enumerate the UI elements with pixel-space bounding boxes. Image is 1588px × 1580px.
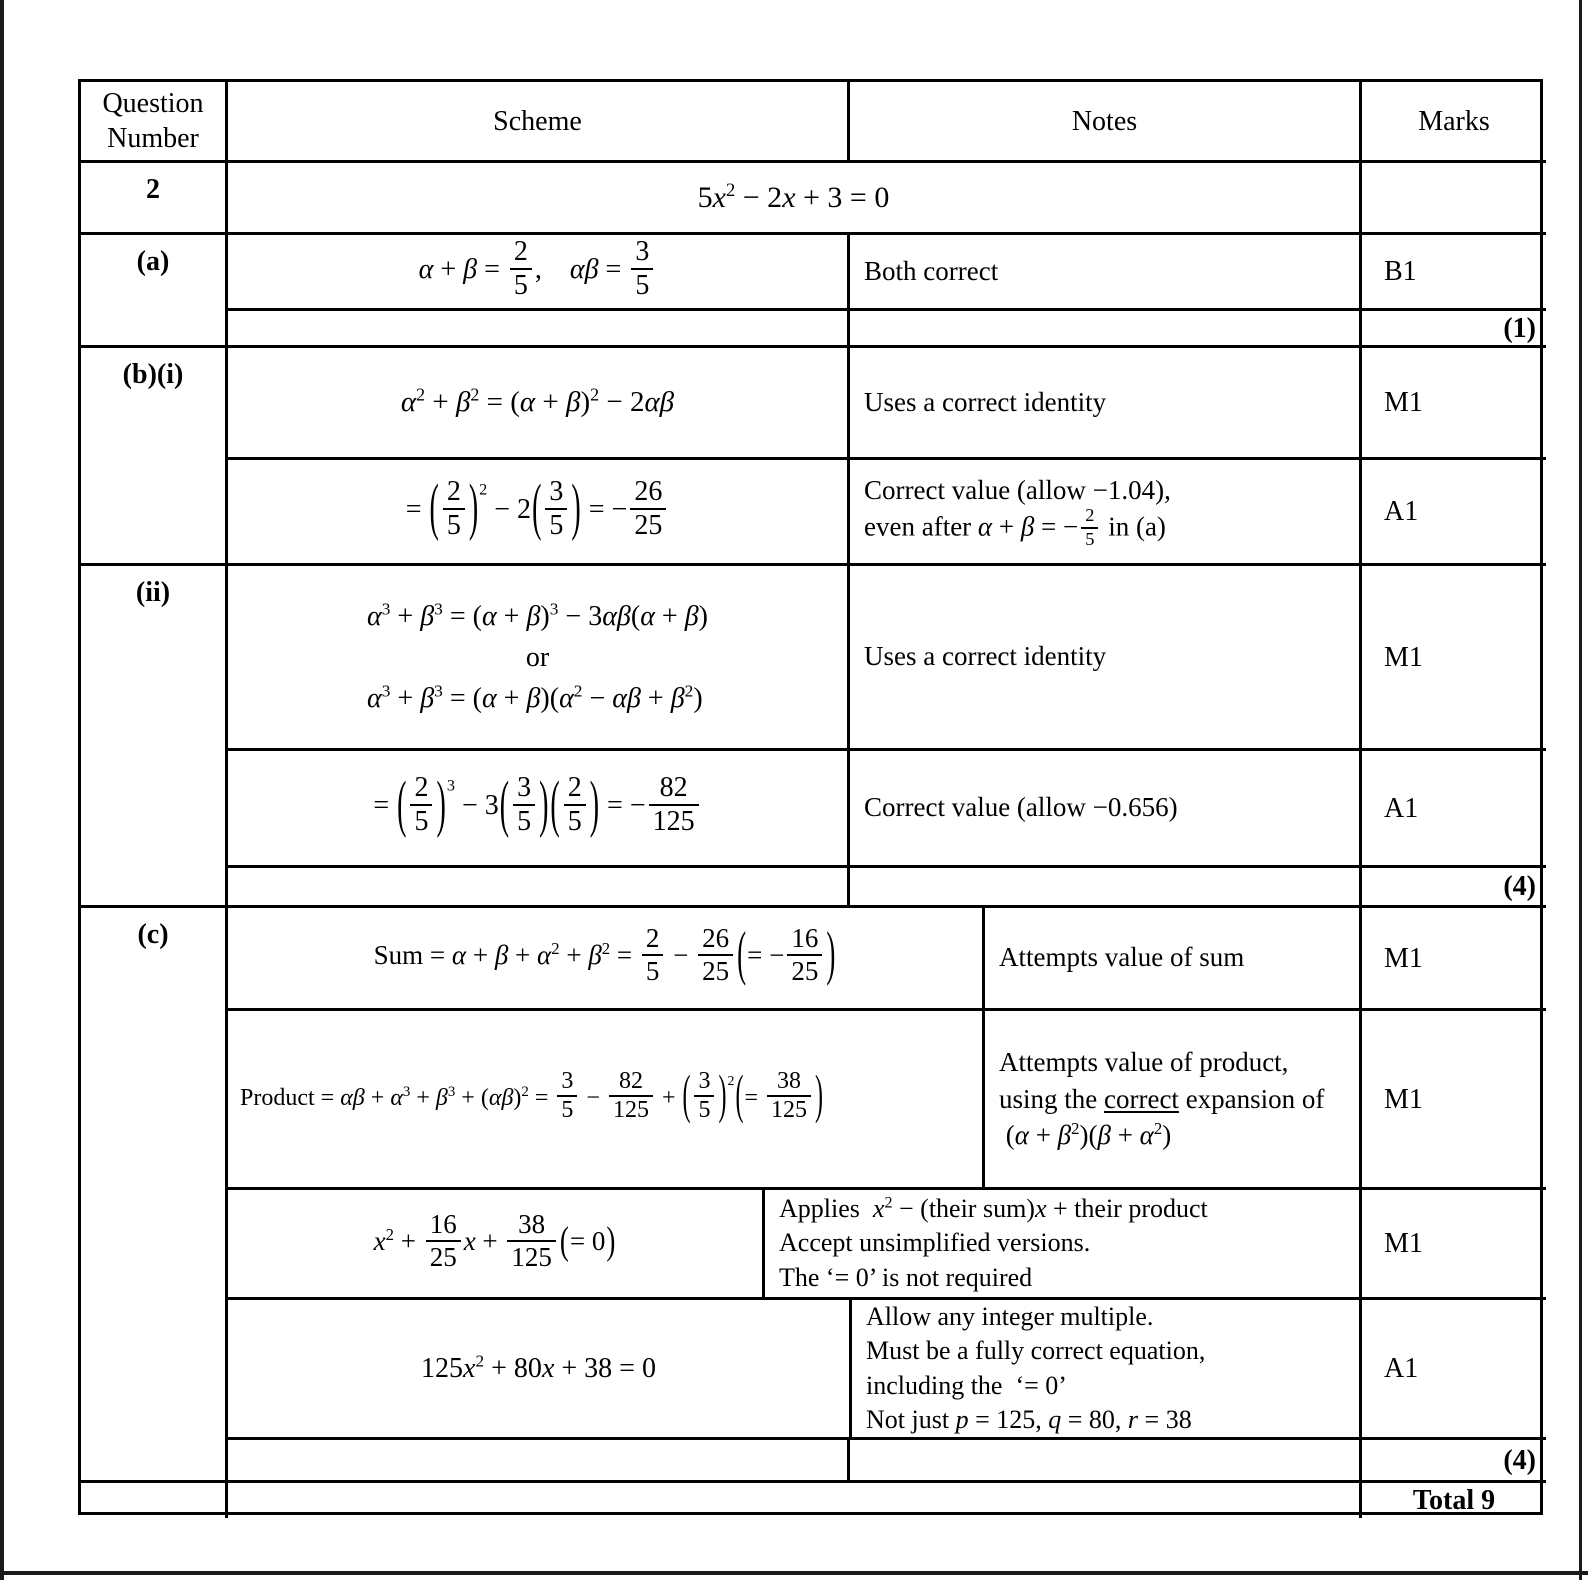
part-ii-m1-marks-cell xyxy=(1362,566,1546,751)
part-c-product-equation: Product = $\alpha\beta + \alpha^3 + \beta^3 + (\alpha\beta)^2$ = $\frac{3}{5}$ − $\frac{82}{125}$ + ( $\frac{3}{5}$ )$^2$(= $\frac{38}{125}$ ) xyxy=(240,1066,823,1126)
part-ii-m1-mark: M1 xyxy=(1384,641,1423,673)
part-c-product-marks-cell xyxy=(1362,1011,1546,1190)
part-a-scheme-cell xyxy=(228,235,850,311)
part-c-applies-marks-cell xyxy=(1362,1190,1546,1300)
part-a-equation: α + β = $\frac{2}{5}$ , αβ = $\frac{3}{5}$ xyxy=(419,240,657,303)
part-c-applies-equation: $x^2$ + $\frac{16}{25}$ x + $\frac{38}{125}$ (= 0) xyxy=(373,1208,616,1272)
header-marks-label: Marks xyxy=(1418,105,1490,137)
part-a-mark: B1 xyxy=(1384,256,1417,287)
part-bi-m1-notes-cell xyxy=(850,348,1362,460)
part-a-notes-cell xyxy=(850,235,1362,311)
part-c-sum-marks-cell xyxy=(1362,908,1546,1011)
part-a-subtotal: (1) xyxy=(1503,312,1536,344)
part-bi-a1-scheme-cell xyxy=(228,460,850,566)
part-c-subtotal-cell xyxy=(1362,1440,1546,1483)
part-c-applies-scheme-cell xyxy=(228,1190,765,1300)
part-ii-m1-notes-cell xyxy=(850,566,1362,751)
part-ii-subtotal: (4) xyxy=(1503,871,1536,902)
part-bi-a1-equation: = ( $\frac{2}{5}$ )$^2$ − 2( $\frac{3}{5}$ ) = − $\frac{26}{25}$ xyxy=(406,480,670,543)
part-c-product-mark: M1 xyxy=(1384,1083,1423,1115)
main-equation-marks-cell xyxy=(1362,163,1546,235)
part-c-subtotal: (4) xyxy=(1503,1444,1536,1476)
part-ii-a1-note: Correct value (allow −0.656) xyxy=(864,792,1178,823)
part-bi-a1-marks-cell xyxy=(1362,460,1546,566)
part-a-label: (a) xyxy=(136,246,170,277)
part-ii-a1-scheme-cell xyxy=(228,751,850,868)
part-bi-m1-mark: M1 xyxy=(1384,387,1423,418)
header-cell-question-number xyxy=(81,82,228,163)
part-c-final-mark: A1 xyxy=(1384,1353,1419,1384)
part-ii-a1-mark: A1 xyxy=(1384,792,1419,824)
part-bi-m1-note: Uses a correct identity xyxy=(864,386,1107,417)
mark-scheme-table xyxy=(78,79,1543,1515)
header-cell-marks xyxy=(1362,82,1546,163)
part-c-applies-notes-cell xyxy=(765,1190,1362,1300)
part-c-product-note: Attempts value of product, using the correct expansion of $(\alpha + \beta^2)(\beta + \alpha^2)$ xyxy=(999,1047,1325,1151)
part-bi-m1-scheme-cell xyxy=(228,348,850,460)
part-c-sum-notes-cell xyxy=(985,908,1362,1011)
part-ii-a1-notes-cell xyxy=(850,751,1362,868)
part-bi-a1-notes-cell xyxy=(850,460,1362,566)
part-ii-a1-equation: = ( $\frac{2}{5}$ )$^3$ − 3( $\frac{3}{5}$ )( $\frac{2}{5}$ ) = − $\frac{82}{125}$ xyxy=(373,776,701,839)
part-a-subtotal-cell xyxy=(1362,311,1546,348)
part-a-label-cell xyxy=(81,235,228,348)
part-ii-label: (ii) xyxy=(135,577,171,608)
part-c-final-scheme-cell xyxy=(228,1300,852,1440)
total-row-spacer-cell xyxy=(228,1483,1362,1518)
part-a-subtotal-notes-cell xyxy=(850,311,1362,348)
part-ii-subtotal-cell xyxy=(1362,868,1546,908)
part-c-final-equation: $125x^2 + 80x + 38 = 0$ xyxy=(421,1351,656,1384)
part-c-sum-equation: Sum = $\alpha + \beta + \alpha^2 + \beta^2$ = $\frac{2}{5}$ − $\frac{26}{25}$ (= − $\frac{16}{25}$ ) xyxy=(373,919,836,987)
header-cell-scheme xyxy=(228,82,850,163)
part-c-subtotal-notes-cell xyxy=(850,1440,1362,1483)
part-bi-a1-note: Correct value (allow −1.04), even after α + β = − $\frac{2}{5}$ in (a) xyxy=(864,474,1171,549)
part-c-sum-scheme-cell xyxy=(228,908,985,1011)
total-label: Total 9 xyxy=(1412,1485,1496,1516)
part-ii-m1-note: Uses a correct identity xyxy=(864,641,1107,672)
header-notes-label: Notes xyxy=(1071,105,1138,137)
part-c-label-cell xyxy=(81,908,228,1483)
question-number-cell xyxy=(81,163,228,235)
total-row-question-cell xyxy=(81,1483,228,1518)
header-cell-notes xyxy=(850,82,1362,163)
part-c-applies-note: Applies $x^2$ − (their sum)x + their product Accept unsimplified versions. The ‘= 0’ is not required xyxy=(779,1194,1208,1292)
part-ii-subtotal-scheme-cell xyxy=(228,868,850,908)
main-equation: $5x^2 - 2x + 3 = 0$ xyxy=(697,179,890,214)
part-bi-label-cell xyxy=(81,348,228,566)
part-c-final-note: Allow any integer multiple. Must be a fully correct equation, including the ‘= 0’ Not just p = 125, q = 80, r = 38 xyxy=(866,1301,1206,1434)
part-c-label: (c) xyxy=(137,919,169,950)
page-left-border xyxy=(0,0,4,1580)
part-bi-m1-marks-cell xyxy=(1362,348,1546,460)
part-ii-label-cell xyxy=(81,566,228,908)
part-bi-label: (b)(i) xyxy=(122,359,184,390)
part-c-sum-mark: M1 xyxy=(1384,942,1423,974)
part-ii-m1-equation: $\alpha^3 + \beta^3 = (\alpha + \beta)^3 - 3\alpha\beta(\alpha + \beta)$ or $\alpha^3 + \beta^3 = (\alpha + \beta)(\alpha^2 - \alpha\beta + \beta^2)$ xyxy=(367,599,708,714)
part-a-note: Both correct xyxy=(864,255,999,286)
header-question-label: Question Number xyxy=(102,88,204,154)
question-number: 2 xyxy=(146,174,160,205)
part-c-applies-mark: M1 xyxy=(1384,1228,1423,1259)
part-ii-a1-marks-cell xyxy=(1362,751,1546,868)
part-c-sum-note: Attempts value of sum xyxy=(999,942,1245,973)
part-c-final-notes-cell xyxy=(852,1300,1362,1440)
header-scheme-label: Scheme xyxy=(493,105,582,137)
part-c-subtotal-scheme-cell xyxy=(228,1440,850,1483)
total-marks-cell xyxy=(1362,1483,1546,1518)
main-equation-cell xyxy=(228,163,1362,235)
page-bottom-border xyxy=(0,1571,1588,1575)
part-c-final-marks-cell xyxy=(1362,1300,1546,1440)
part-c-product-notes-cell xyxy=(985,1011,1362,1190)
part-a-subtotal-scheme-cell xyxy=(228,311,850,348)
part-c-product-scheme-cell xyxy=(228,1011,985,1190)
part-bi-m1-equation: $\alpha^2 + \beta^2 = (\alpha + \beta)^2 - 2\alpha\beta$ xyxy=(400,384,675,419)
part-bi-a1-mark: A1 xyxy=(1384,496,1419,527)
part-ii-m1-scheme-cell xyxy=(228,566,850,751)
part-a-marks-cell xyxy=(1362,235,1546,311)
part-ii-subtotal-notes-cell xyxy=(850,868,1362,908)
page-right-border xyxy=(1579,0,1582,1580)
